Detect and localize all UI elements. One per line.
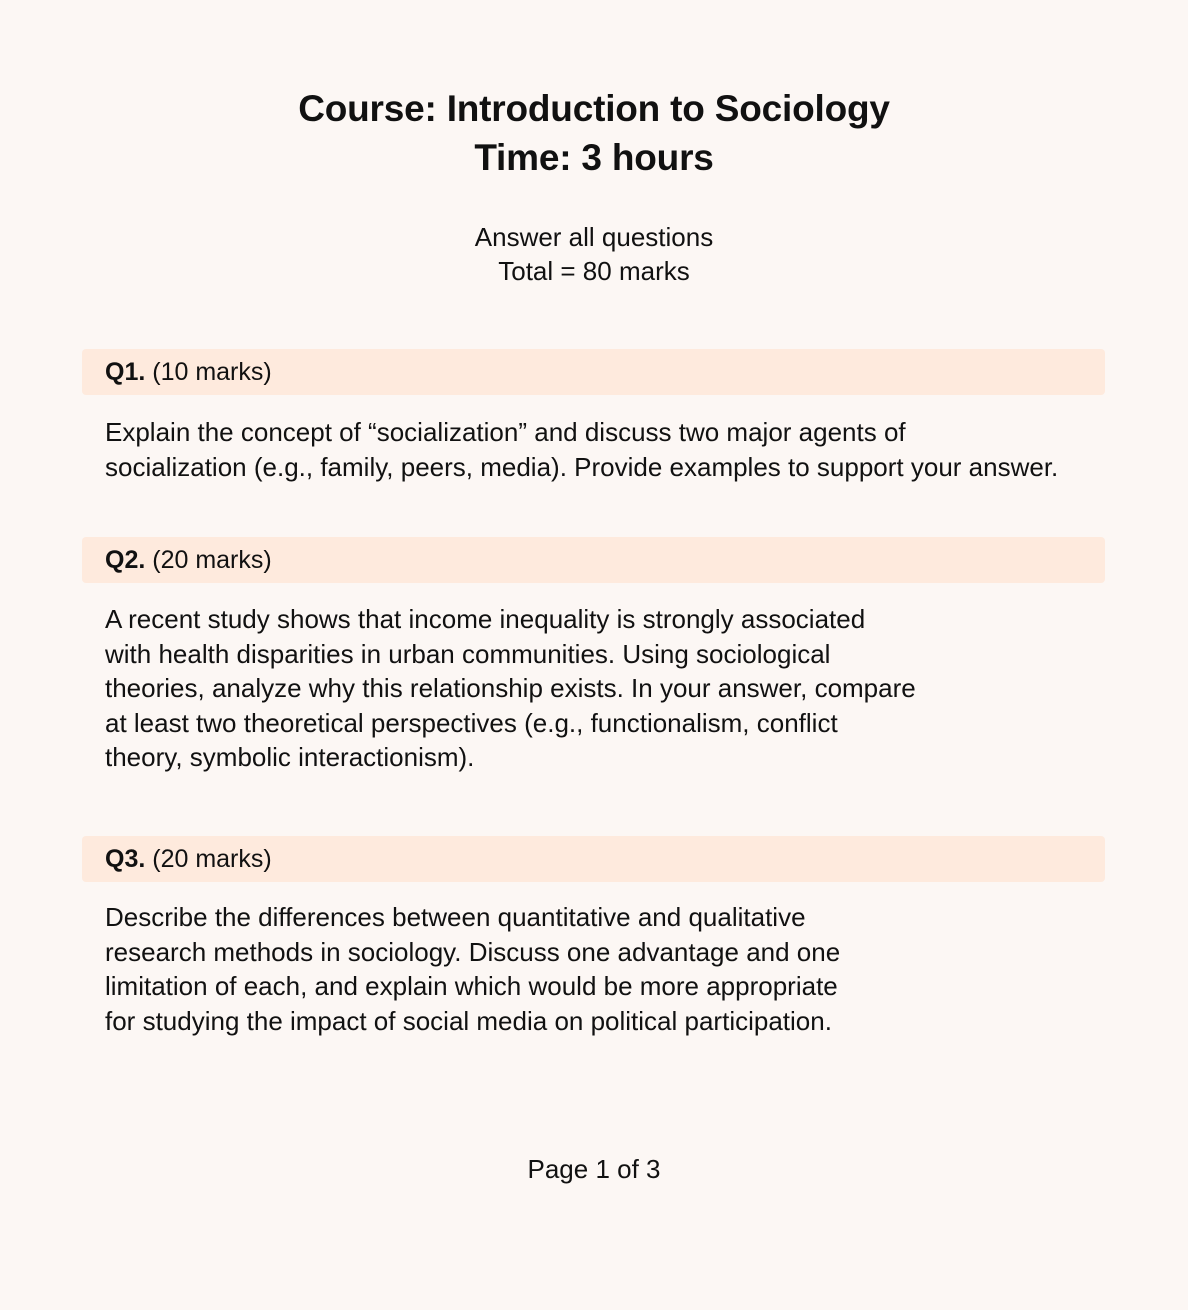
- question-3-line: Describe the differences between quantitative and qualitative: [105, 902, 806, 932]
- question-1-number: Q1.: [105, 358, 146, 386]
- question-2-marks: (20 marks): [152, 546, 272, 574]
- instruction-answer-all: Answer all questions: [474, 222, 714, 252]
- question-3-line: limitation of each, and explain which would be more appropriate: [105, 971, 838, 1001]
- question-1-header: [82, 349, 1105, 395]
- question-3-number: Q3.: [105, 845, 146, 873]
- question-1-line: Explain the concept of “socialization” and discuss two major agents of: [105, 417, 906, 447]
- question-2-line: theories, analyze why this relationship exists. In your answer, compare: [105, 673, 916, 703]
- question-2-header: [82, 537, 1105, 583]
- page-number: Page 1 of 3: [527, 1154, 661, 1184]
- question-3-line: research methods in sociology. Discuss one advantage and one: [105, 936, 841, 967]
- question-2-line: A recent study shows that income inequality is strongly associated: [105, 604, 866, 634]
- question-3-text: [105, 900, 840, 1038]
- question-2-number: Q2.: [105, 546, 146, 574]
- question-3-header: [82, 836, 1105, 882]
- question-2-text: [105, 602, 916, 775]
- question-1-line: socialization (e.g., family, peers, media). Provide examples to support your answer.: [105, 451, 1059, 482]
- course-title: Course: Introduction to Sociology: [298, 88, 890, 129]
- question-1-text: [105, 415, 1058, 484]
- question-2-line: theory, symbolic interactionism).: [105, 742, 475, 772]
- question-2-line: with health disparities in urban communities. Using sociological: [105, 638, 831, 669]
- instruction-total-marks: Total = 80 marks: [498, 256, 690, 286]
- exam-instructions: [0, 220, 1188, 288]
- question-3-line: for studying the impact of social media on political participation.: [105, 1005, 832, 1036]
- question-2-line: at least two theoretical perspectives (e.g., functionalism, conflict: [105, 707, 838, 738]
- exam-header: [0, 84, 1188, 182]
- time-limit: Time: 3 hours: [474, 137, 714, 178]
- question-3-marks: (20 marks): [152, 845, 272, 873]
- question-1-marks: (10 marks): [152, 358, 272, 386]
